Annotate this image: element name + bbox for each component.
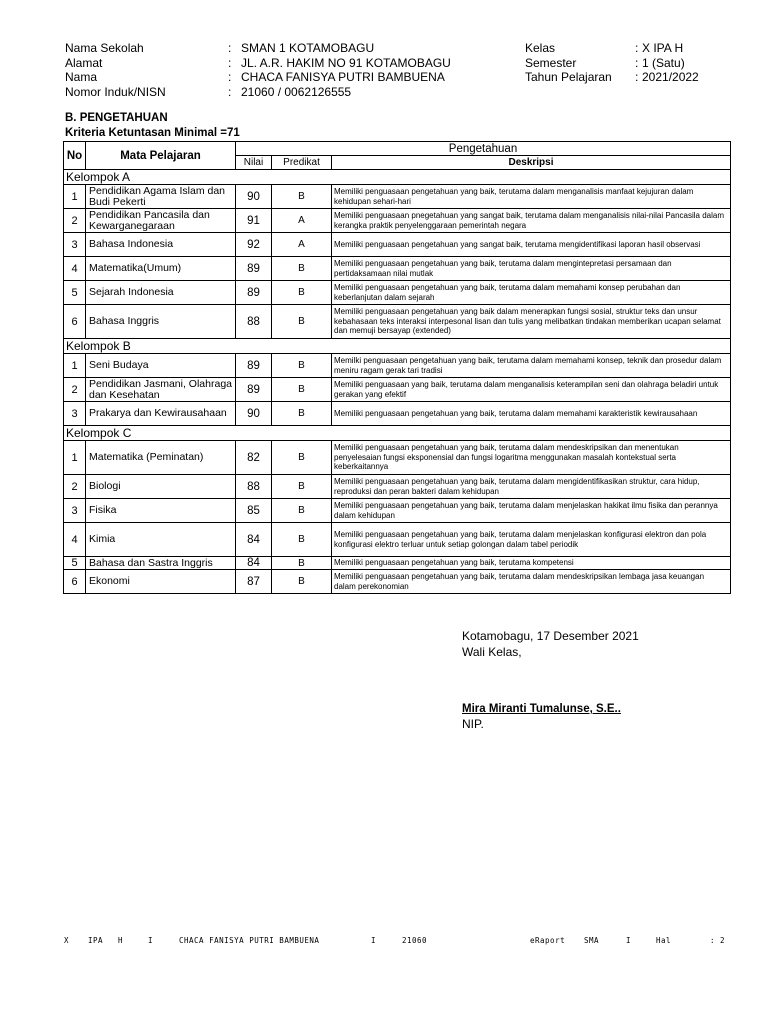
table-row — [64, 257, 731, 281]
subject-name: Seni Budaya — [86, 354, 236, 378]
grade-predicate: B — [272, 354, 332, 378]
grade-predicate: B — [272, 281, 332, 305]
info-value: 21060 / 0062126555 — [241, 84, 352, 99]
info-row — [525, 56, 699, 71]
score-value: 89 — [236, 354, 272, 378]
table-row — [64, 570, 731, 594]
info-separator: : — [228, 84, 232, 99]
group-label: Kelompok B — [64, 339, 731, 354]
footer-field: SMA — [584, 936, 600, 945]
competency-description: Memiliki penguasaan pengetahuan yang baik, terutama dalam memahami karakteristik kewirausahaan — [332, 402, 731, 426]
row-number: 2 — [64, 475, 86, 499]
kkm-label: Kriteria Ketuntasan Minimal =71 — [65, 127, 240, 139]
competency-description: Memiliki penguasaan pengetahuan yang baik, terutama dalam mendeskripsikan lembaga jasa keuangan dalam perekonomian — [332, 570, 731, 594]
footer-field: I — [148, 936, 154, 945]
table-row — [64, 499, 731, 523]
grade-predicate: B — [272, 378, 332, 402]
info-row — [65, 85, 451, 100]
competency-description: Memilki penguasaan pengetahuan yang baik, terutama dalam memahami konsep, teknik dan prosedur dalam meniru ragam gerak tari tradisi — [332, 354, 731, 378]
subject-name: Bahasa Indonesia — [86, 233, 236, 257]
row-number: 3 — [64, 402, 86, 426]
table-row — [64, 305, 731, 339]
info-label: Nama Sekolah — [65, 41, 144, 55]
competency-description: Memiliki penguasaan pnegetahuan yang sangat baik, terutama dalam menganalisis nilai-nilai Pancasila dalam kerangka praktik penyelenggaraan pemerintah negara — [332, 209, 731, 233]
subject-name: Sejarah Indonesia — [86, 281, 236, 305]
info-row — [65, 56, 451, 71]
footer-field: I — [626, 936, 632, 945]
row-number: 3 — [64, 499, 86, 523]
info-separator: : — [228, 41, 232, 55]
competency-description: Memiliki penguasaan pengetahuan yang baik dalam menerapkan fungsi sosial, struktur teks dan unsur kebahasaan teks interaksi interpesonal lisan dan tulis yang melibatkan tindakan memberikan ucapan selamat dan memuji bersayap (extended) — [332, 305, 731, 339]
competency-description: Memiliki penguasaan pengetahuan yang baik, terutama kompetensi — [332, 557, 731, 570]
competency-description: Memiliki penguasaan pengetahuan yang baik, terutama dalam menjelaskan konfigurasi elektron dan pola konfigurasi elektro terluar untuk setiap golongan dalam tabel periodik — [332, 523, 731, 557]
grade-predicate: B — [272, 475, 332, 499]
score-value: 91 — [236, 209, 272, 233]
row-number: 2 — [64, 378, 86, 402]
score-value: 82 — [236, 441, 272, 475]
row-number: 2 — [64, 209, 86, 233]
grade-predicate: A — [272, 209, 332, 233]
info-value: 2021/2022 — [642, 70, 699, 84]
subject-name: Pendidikan Pancasila dan Kewarganegaraan — [86, 209, 236, 233]
row-number: 4 — [64, 257, 86, 281]
info-label: Alamat — [65, 55, 103, 70]
competency-description: Memiliki penguasaan pengetahuan yang baik, terutama dalam menganalisis manfaat kejujuran dalam kehidupan sehari-hari — [332, 185, 731, 209]
score-value: 84 — [236, 557, 272, 570]
table-row — [64, 209, 731, 233]
signature-role: Wali Kelas, — [462, 645, 522, 659]
subject-name: Ekonomi — [86, 570, 236, 594]
row-number: 1 — [64, 441, 86, 475]
table-row — [64, 475, 731, 499]
info-value: SMAN 1 KOTAMOBAGU — [241, 41, 375, 55]
competency-description: Memiliki penguasaan pengetahuan yang baik, terutama dalam mengidentifikasikan struktur, cara hidup, reproduksi dan peran bakteri dalam kehidupan — [332, 475, 731, 499]
subject-name: Fisika — [86, 499, 236, 523]
row-number: 3 — [64, 233, 86, 257]
table-row — [64, 441, 731, 475]
score-value: 85 — [236, 499, 272, 523]
table-row — [64, 233, 731, 257]
row-number: 1 — [64, 185, 86, 209]
competency-description: Memiliki penguasaan pengetahuan yang baik, terutama dalam menjelaskan hakikat ilmu fisika dan perannya dalam kehidupan — [332, 499, 731, 523]
grade-predicate: B — [272, 305, 332, 339]
info-separator: : — [228, 55, 232, 70]
competency-description: Memiliki penguasaan pengetahuan yang baik, terutama dalam memahami konsep perubahan dan keberlanjutan dalam sejarah — [332, 281, 731, 305]
subject-name: Matematika(Umum) — [86, 257, 236, 281]
competency-description: Memiliki penguasaan yang baik, terutama dalam menganalisis keterampilan seni dan olahraga beladiri untuk gerakan yang efektif — [332, 378, 731, 402]
table-row — [64, 378, 731, 402]
info-separator: : — [635, 55, 639, 70]
col-predikat-header: Predikat — [272, 156, 332, 170]
signature-place-date: Kotamobagu, 17 Desember 2021 — [462, 629, 639, 643]
table-row — [64, 354, 731, 378]
info-value: JL. A.R. HAKIM NO 91 KOTAMOBAGU — [241, 55, 451, 70]
table-row — [64, 185, 731, 209]
info-label: Tahun Pelajaran — [525, 70, 612, 84]
col-no-header: No — [64, 142, 86, 170]
score-value: 90 — [236, 402, 272, 426]
score-value: 89 — [236, 281, 272, 305]
footer-field: IPA — [88, 936, 104, 945]
table-row — [64, 402, 731, 426]
subject-name: Bahasa dan Sastra Inggris — [86, 557, 236, 570]
info-label: Kelas — [525, 41, 556, 55]
score-value: 87 — [236, 570, 272, 594]
info-value: CHACA FANISYA PUTRI BAMBUENA — [241, 70, 445, 84]
competency-description: Memiliki penguasaan pengetahuan yang baik, terutama dalam mendeskripsikan dan menentukan penyelesaian fungsi eksponensial dan fungsi logaritma menggunakan masalah kontekstual serta keberkaitannya — [332, 441, 731, 475]
grade-predicate: A — [272, 233, 332, 257]
signature-nip: NIP. — [462, 717, 484, 731]
subject-name: Pendidikan Agama Islam dan Budi Pekerti — [86, 185, 236, 209]
competency-description: Memiliki penguasaan pengetahuan yang sangat baik, terutama mengidentifikasi laporan hasil observasi — [332, 233, 731, 257]
row-number: 4 — [64, 523, 86, 557]
row-number: 5 — [64, 281, 86, 305]
table-row — [64, 557, 731, 570]
footer-field: I — [371, 936, 377, 945]
grade-predicate: B — [272, 402, 332, 426]
col-nilai-header: Nilai — [236, 156, 272, 170]
table-row — [64, 281, 731, 305]
subject-name: Bahasa Inggris — [86, 305, 236, 339]
footer-field: eRaport — [530, 936, 566, 945]
group-row — [64, 339, 731, 354]
footer-field: X — [64, 936, 70, 945]
grade-predicate: B — [272, 570, 332, 594]
score-value: 89 — [236, 257, 272, 281]
score-value: 88 — [236, 475, 272, 499]
subject-name: Pendidikan Jasmani, Olahraga dan Kesehatan — [86, 378, 236, 402]
info-separator: : — [635, 70, 639, 84]
grades-table — [63, 141, 731, 594]
info-label: Nomor Induk/NISN — [65, 84, 166, 99]
info-row — [525, 41, 699, 56]
signature-name: Mira Miranti Tumalunse, S.E.. — [462, 703, 621, 715]
group-label: Kelompok C — [64, 426, 731, 441]
info-separator: : — [228, 70, 232, 84]
group-row — [64, 426, 731, 441]
row-number: 1 — [64, 354, 86, 378]
info-value: 1 (Satu) — [642, 55, 685, 70]
score-value: 92 — [236, 233, 272, 257]
footer-field: Hal — [656, 936, 672, 945]
score-value: 88 — [236, 305, 272, 339]
grade-predicate: B — [272, 523, 332, 557]
info-value: X IPA H — [642, 41, 684, 55]
subject-name: Kimia — [86, 523, 236, 557]
col-deskripsi-header: Deskripsi — [332, 156, 731, 170]
footer-field: : 2 — [710, 936, 726, 945]
footer-field: CHACA FANISYA PUTRI BAMBUENA — [179, 936, 320, 945]
score-value: 84 — [236, 523, 272, 557]
school-info-right — [525, 41, 699, 85]
footer-field: 21060 — [402, 936, 428, 945]
row-number: 6 — [64, 570, 86, 594]
grade-predicate: B — [272, 257, 332, 281]
info-label: Semester — [525, 55, 577, 70]
group-row — [64, 170, 731, 185]
grade-predicate: B — [272, 557, 332, 570]
score-value: 90 — [236, 185, 272, 209]
info-row — [65, 41, 451, 56]
subject-name: Prakarya dan Kewirausahaan — [86, 402, 236, 426]
row-number: 6 — [64, 305, 86, 339]
subject-name: Biologi — [86, 475, 236, 499]
table-row — [64, 523, 731, 557]
info-row — [65, 70, 451, 85]
group-label: Kelompok A — [64, 170, 731, 185]
score-value: 89 — [236, 378, 272, 402]
grade-predicate: B — [272, 185, 332, 209]
section-title: B. PENGETAHUAN — [65, 112, 168, 124]
col-mapel-header: Mata Pelajaran — [86, 142, 236, 170]
subject-name: Matematika (Peminatan) — [86, 441, 236, 475]
grade-predicate: B — [272, 441, 332, 475]
info-row — [525, 70, 699, 85]
info-separator: : — [635, 41, 639, 55]
col-pengetahuan-header: Pengetahuan — [236, 142, 731, 156]
school-info-left — [65, 41, 451, 99]
grade-predicate: B — [272, 499, 332, 523]
competency-description: Memiliki penguasaan pengetahuan yang baik, terutama dalam mengintepretasi persamaan dan pertidaksamaan nilai mutlak — [332, 257, 731, 281]
row-number: 5 — [64, 557, 86, 570]
info-label: Nama — [65, 70, 98, 84]
footer-field: H — [118, 936, 124, 945]
